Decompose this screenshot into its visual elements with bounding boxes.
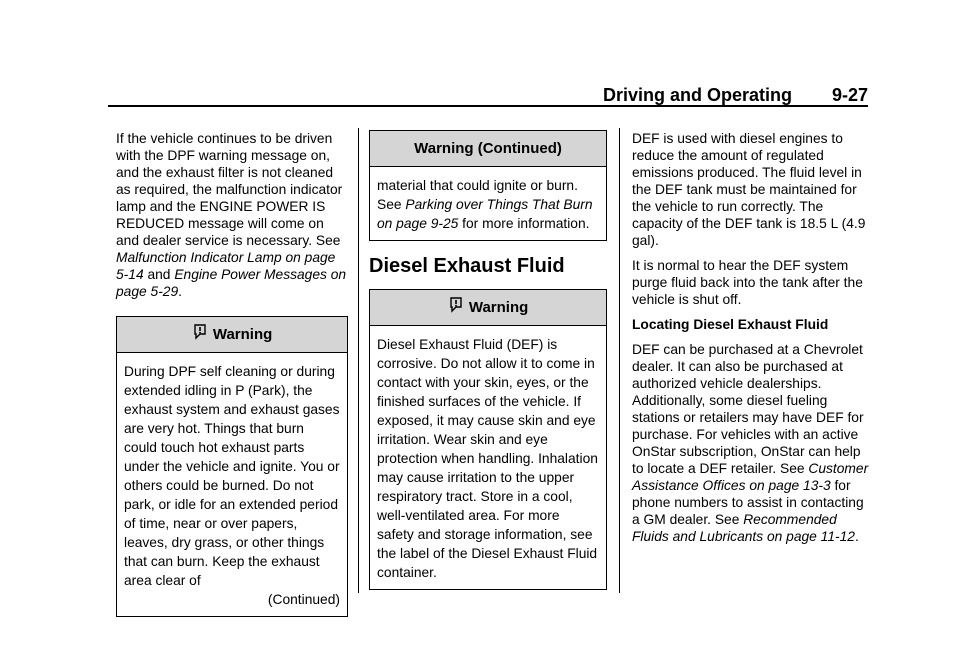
warning-text: Diesel Exhaust Fluid (DEF) is corrosive. Do not allow it to come in contact with your skin, eyes, or the finished surfaces of the vehicle. If exposed, it may cause skin and eye irritation. Wear skin and eye protection when handling. Inhalation may cause irritation to the upper respiratory tract. Store in a cool, well-ventilated area. For more safety and storage information, see the label of the Diesel Exhaust Fluid container. — [377, 337, 598, 580]
warning-continued-text-b: for more information. — [458, 216, 590, 231]
locating-text-end: . — [854, 529, 859, 544]
section-heading: Diesel Exhaust Fluid — [369, 255, 565, 277]
warning-continued-box — [369, 130, 607, 241]
warning-continued-body — [370, 167, 606, 240]
warning-box-def — [369, 289, 607, 590]
column-divider — [358, 128, 359, 593]
warning-icon — [448, 291, 465, 326]
subheading-locating-def: Locating Diesel Exhaust Fluid — [632, 317, 829, 332]
locating-text-b: for phone numbers to assist in contacting a GM dealer. See — [632, 478, 864, 527]
intro-paragraph — [116, 130, 348, 300]
cross-reference-link[interactable]: Recommended Fluids and Lubricants on page 11-12 — [632, 512, 855, 544]
column-3 — [632, 130, 872, 545]
locating-text-a: DEF can be purchased at a Chevrolet dealer. It can also be purchased at authorized vehicle dealerships. Additionally, some diesel fueling stations or retailers may have DEF for purchase. For vehicles with an active OnStar subscription, OnStar can help to locate a DEF retailer. See — [632, 342, 864, 476]
continued-label: (Continued) — [267, 592, 340, 607]
warning-title: Warning — [468, 299, 529, 316]
column-divider — [619, 128, 620, 593]
intro-text: If the vehicle continues to be driven with the DPF warning message on, and the exhaust filter is not cleaned as required, the malfunction indicator lamp and the ENGINE POWER IS REDUCED message will come on and dealer service is necessary. See — [116, 131, 343, 248]
column-2 — [369, 130, 607, 590]
warning-body — [370, 326, 606, 589]
warning-icon — [192, 318, 209, 353]
cross-reference-link[interactable]: Customer Assistance Offices on page 13-3 — [632, 461, 869, 493]
column-1 — [116, 130, 348, 617]
warning-header — [370, 290, 606, 326]
warning-box — [116, 316, 348, 617]
page-header — [108, 85, 868, 107]
cross-reference-link[interactable]: Parking over Things That Burn on page 9-25 — [377, 197, 593, 231]
warning-body — [117, 353, 347, 616]
warning-title: Warning — [212, 326, 273, 343]
locating-def-paragraph — [632, 341, 872, 545]
def-description: DEF is used with diesel engines to reduce the amount of regulated emissions produced. The fluid level in the DEF tank must be maintained for the vehicle to run correctly. The capacity of the DEF tank is 18.5 L (4.9 gal). — [632, 131, 866, 248]
warning-continued-text-a: material that could ignite or burn. See — [377, 178, 578, 212]
warning-continued-header: Warning (Continued) — [370, 131, 606, 167]
intro-text-and: and — [143, 267, 175, 282]
def-purge-note: It is normal to hear the DEF system purge fluid back into the tank after the vehicle is shut off. — [632, 258, 863, 307]
warning-continued-text — [377, 176, 599, 233]
intro-text-end: . — [178, 284, 182, 299]
warning-text: During DPF self cleaning or during extended idling in P (Park), the exhaust system and exhaust gases are very hot. Things that burn could touch hot exhaust parts under the vehicle and ignite. You or others could be burned. Do not park, or idle for an extended period of time, near or over papers, leaves, dry grass, or other things that can burn. Keep the exhaust area clear of — [124, 364, 340, 588]
cross-reference-link[interactable]: Malfunction Indicator Lamp on page 5-14 — [116, 250, 336, 282]
section-title: Driving and Operating — [602, 85, 792, 105]
warning-header — [117, 317, 347, 353]
cross-reference-link[interactable]: Engine Power Messages on page 5-29 — [116, 267, 347, 299]
page-number: 9-27 — [831, 85, 868, 105]
